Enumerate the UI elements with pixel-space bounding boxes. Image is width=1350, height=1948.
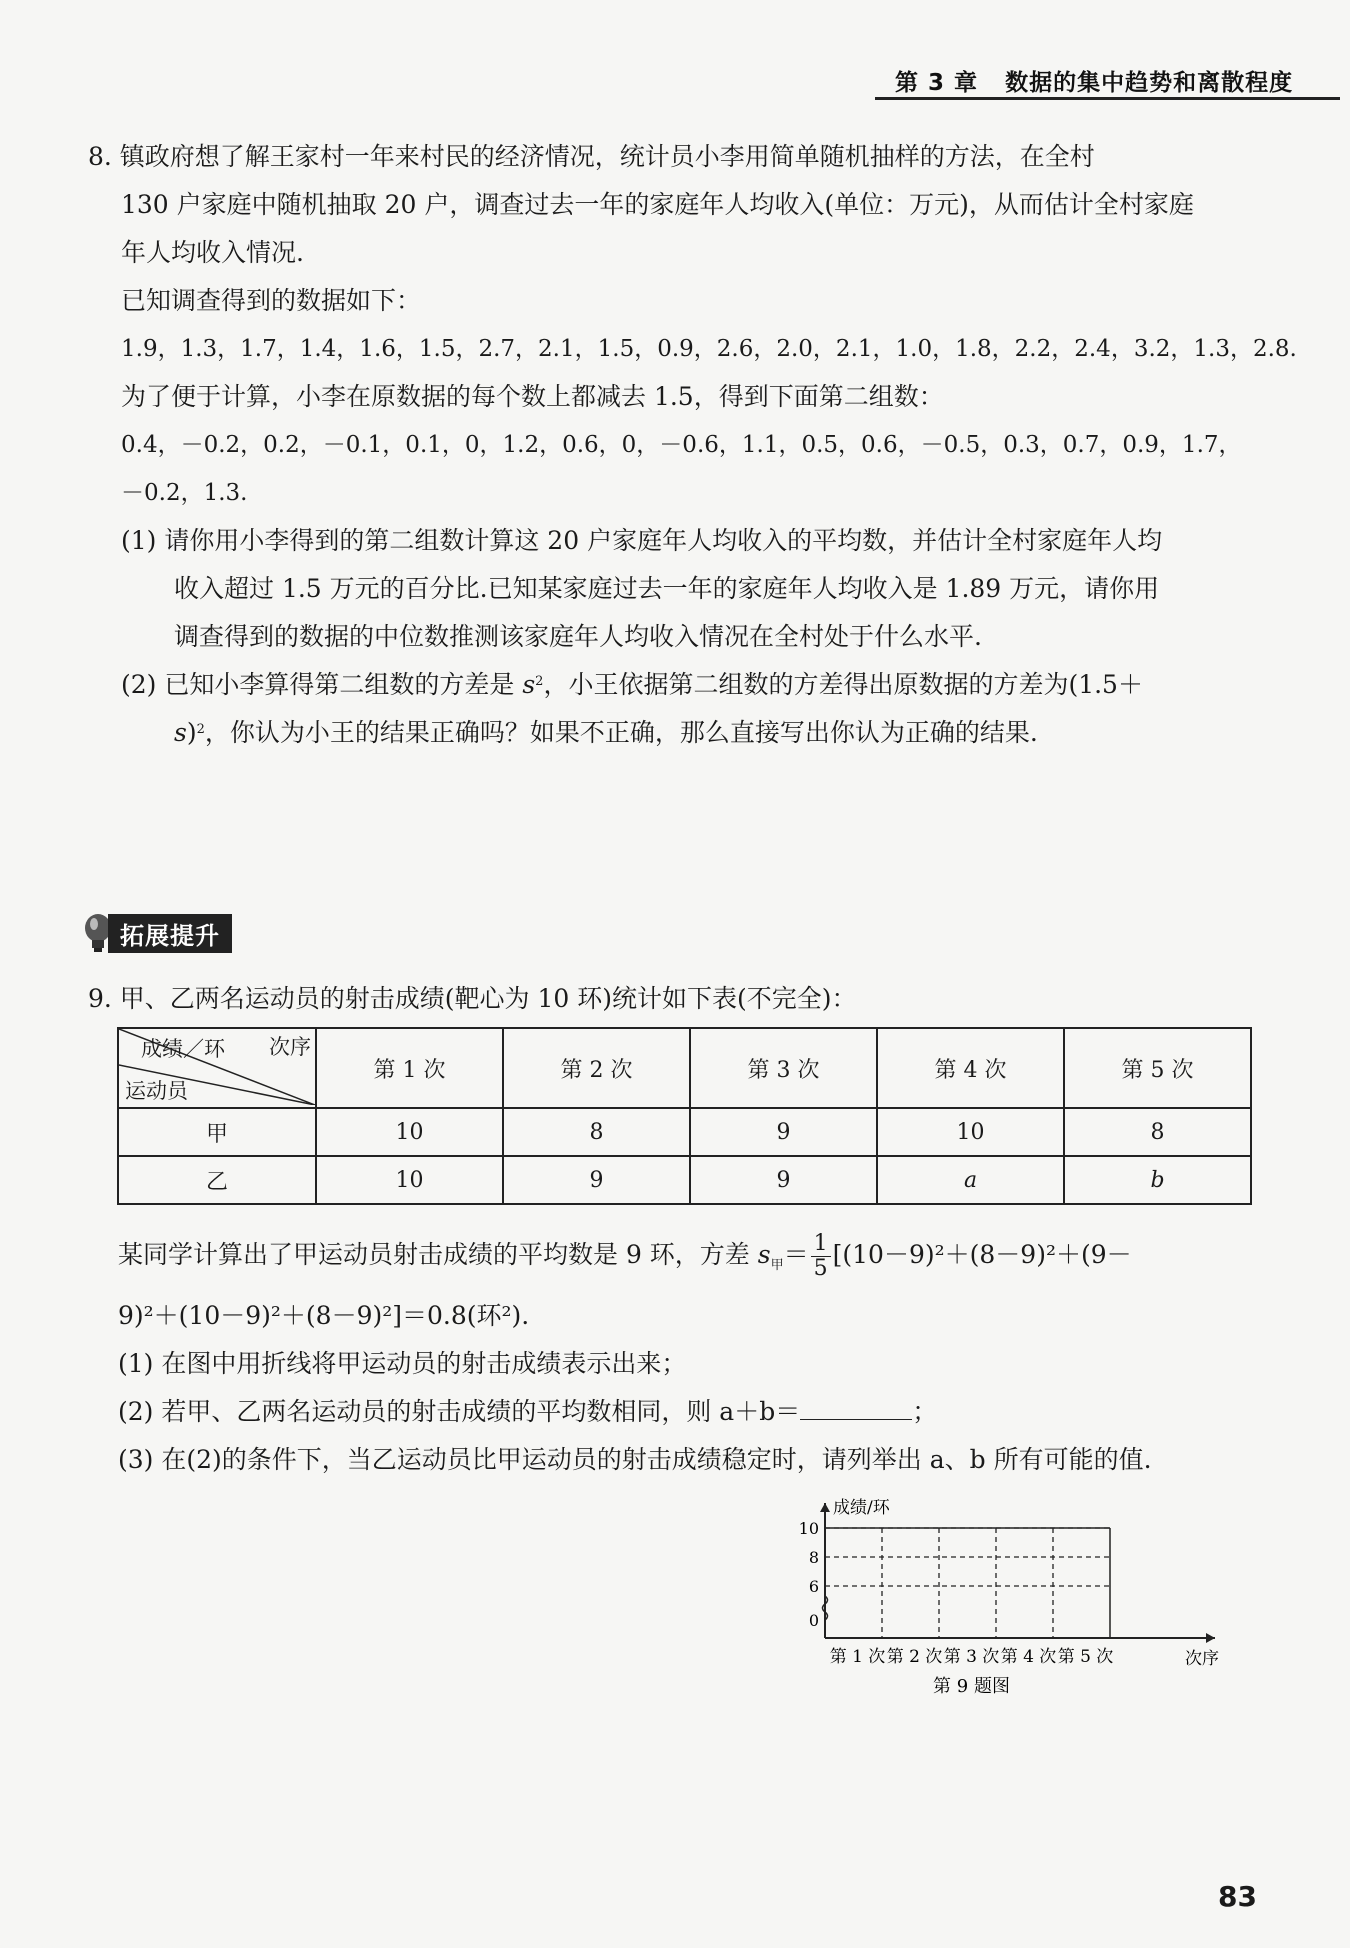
y-axis-label: 成绩/环 <box>833 1498 890 1518</box>
score-table <box>117 1027 1252 1205</box>
score-chart <box>795 1495 1275 1710</box>
q9-calculation <box>88 1225 1288 1296</box>
diag-label-order: 次序 <box>269 1035 311 1059</box>
q9-part3: (3) 在(2)的条件下，当乙运动员比甲运动员的射击成绩稳定时，请列举出 a、b 所有可能的值. <box>118 1445 1152 1474</box>
text: ； <box>912 1397 938 1426</box>
x-tick-label: 第 1 次 <box>829 1647 886 1667</box>
row-header: 乙 <box>118 1156 316 1204</box>
chapter-number: 第 3 章 <box>895 70 979 96</box>
q8-data-original: 1.9，1.3，1.7，1.4，1.6，1.5，2.7，2.1，1.5，0.9，2.6，2.0，2.1，1.0，1.8，2.2，2.4，3.2，1.3，2.8. <box>121 336 1297 362</box>
q8-part2 <box>88 661 1288 709</box>
x-tick-label: 第 3 次 <box>943 1647 1000 1667</box>
chart-grid <box>825 1528 1110 1638</box>
table-cell: 9 <box>503 1156 690 1204</box>
table-cell: a <box>877 1156 1064 1204</box>
q8-line: 130 户家庭中随机抽取 20 户，调查过去一年的家庭年人均收入(单位：万元)，从而估计全村家庭 <box>121 190 1194 219</box>
text: ＝ <box>783 1240 809 1269</box>
q8-line: 已知调查得到的数据如下： <box>121 286 422 315</box>
table-cell: b <box>1064 1156 1251 1204</box>
x-tick-label: 第 5 次 <box>1057 1647 1114 1667</box>
answer-blank[interactable] <box>800 1395 912 1420</box>
question-8 <box>88 133 1297 757</box>
column-header: 第 1 次 <box>316 1028 503 1108</box>
column-header: 第 5 次 <box>1064 1028 1251 1108</box>
chart-axes <box>820 1503 1215 1643</box>
diagonal-header-cell <box>118 1028 316 1108</box>
q8-line: 8. 镇政府想了解王家村一年来村民的经济情况，统计员小李用简单随机抽样的方法，在全村 <box>88 142 1095 171</box>
table-cell: 9 <box>690 1156 877 1204</box>
column-header: 第 4 次 <box>877 1028 1064 1108</box>
diag-label-score: 成绩／环 <box>141 1037 225 1061</box>
q9-part2 <box>88 1388 1288 1436</box>
q8-part2 <box>88 709 1288 757</box>
table-cell: 8 <box>1064 1108 1251 1156</box>
y-axis-arrow <box>820 1503 830 1512</box>
q9-part1: (1) 在图中用折线将甲运动员的射击成绩表示出来； <box>118 1349 687 1378</box>
x-axis-label: 次序 <box>1185 1649 1219 1669</box>
calc-line <box>88 1225 1288 1296</box>
subscript: 甲 <box>770 1258 784 1273</box>
x-axis-arrow <box>1206 1633 1215 1643</box>
text: (2) 已知小李算得第二组数的方差是 <box>121 670 523 699</box>
table-cell: 10 <box>316 1108 503 1156</box>
header-rule <box>875 97 1340 100</box>
superscript: 2 <box>196 722 205 737</box>
math-var: s <box>757 1240 771 1269</box>
q9-parts <box>88 1292 1288 1484</box>
table-header-row <box>118 1028 1251 1108</box>
q8-line: 年人均收入情况. <box>121 238 304 267</box>
q8-line: 为了便于计算，小李在原数据的每个数上都减去 1.5，得到下面第二组数： <box>121 382 944 411</box>
calc-line: 9)²＋(10－9)²＋(8－9)²]＝0.8(环²). <box>118 1301 530 1330</box>
q9-intro: 9. 甲、乙两名运动员的射击成绩(靶心为 10 环)统计如下表(不完全)： <box>88 984 857 1013</box>
q8-part1: 调查得到的数据的中位数推测该家庭年人均收入情况在全村处于什么水平. <box>174 622 982 651</box>
x-tick-label: 第 2 次 <box>886 1647 943 1667</box>
section-badge <box>82 913 232 953</box>
y-tick-label: 10 <box>798 1519 819 1538</box>
math-var: s <box>522 670 536 699</box>
table-row <box>118 1108 1251 1156</box>
running-header <box>875 60 1340 100</box>
chapter-title <box>895 64 1293 97</box>
chapter-name: 数据的集中趋势和离散程度 <box>1005 70 1294 96</box>
text: (2) 若甲、乙两名运动员的射击成绩的平均数相同，则 a＋b＝ <box>118 1397 801 1426</box>
text: ，小王依据第二组数的方差得出原数据的方差为(1.5＋ <box>543 670 1143 699</box>
column-header: 第 2 次 <box>503 1028 690 1108</box>
column-header: 第 3 次 <box>690 1028 877 1108</box>
table-cell: 9 <box>690 1108 877 1156</box>
superscript: 2 <box>535 674 544 689</box>
math-var: s <box>174 718 187 747</box>
y-tick-label: 8 <box>808 1548 819 1567</box>
y-tick-label: 6 <box>808 1577 819 1596</box>
y-tick-label: 0 <box>808 1611 819 1630</box>
table-row <box>118 1156 1251 1204</box>
table-cell: 10 <box>316 1156 503 1204</box>
x-tick-label: 第 4 次 <box>1000 1647 1057 1667</box>
table-cell: 8 <box>503 1108 690 1156</box>
section-label: 拓展提升 <box>108 914 232 953</box>
figure-caption: 第 9 题图 <box>933 1676 1010 1697</box>
q8-part1: (1) 请你用小李得到的第二组数计算这 20 户家庭年人均收入的平均数，并估计全村家庭年人均 <box>121 526 1163 555</box>
numerator: 1 <box>811 1232 831 1257</box>
q8-part1: 收入超过 1.5 万元的百分比.已知某家庭过去一年的家庭年人均收入是 1.89 万元，请你用 <box>174 574 1160 603</box>
row-header: 甲 <box>118 1108 316 1156</box>
text: [(10－9)²＋(8－9)²＋(9－ <box>832 1240 1132 1269</box>
q8-data-second: －0.2，1.3. <box>121 480 248 506</box>
page-number: 83 <box>1218 1880 1257 1913</box>
table-cell: 10 <box>877 1108 1064 1156</box>
text: 某同学计算出了甲运动员射击成绩的平均数是 9 环，方差 <box>118 1240 758 1269</box>
text: ，你认为小王的结果正确吗？如果不正确，那么直接写出你认为正确的结果. <box>204 718 1038 747</box>
diag-label-athlete: 运动员 <box>125 1079 188 1103</box>
fraction <box>811 1232 831 1281</box>
q8-data-second: 0.4，－0.2，0.2，－0.1，0.1，0，1.2，0.6，0，－0.6，1.1，0.5，0.6，－0.5，0.3，0.7，0.9，1.7， <box>121 432 1242 458</box>
denominator: 5 <box>813 1256 828 1281</box>
text: ) <box>186 718 197 747</box>
